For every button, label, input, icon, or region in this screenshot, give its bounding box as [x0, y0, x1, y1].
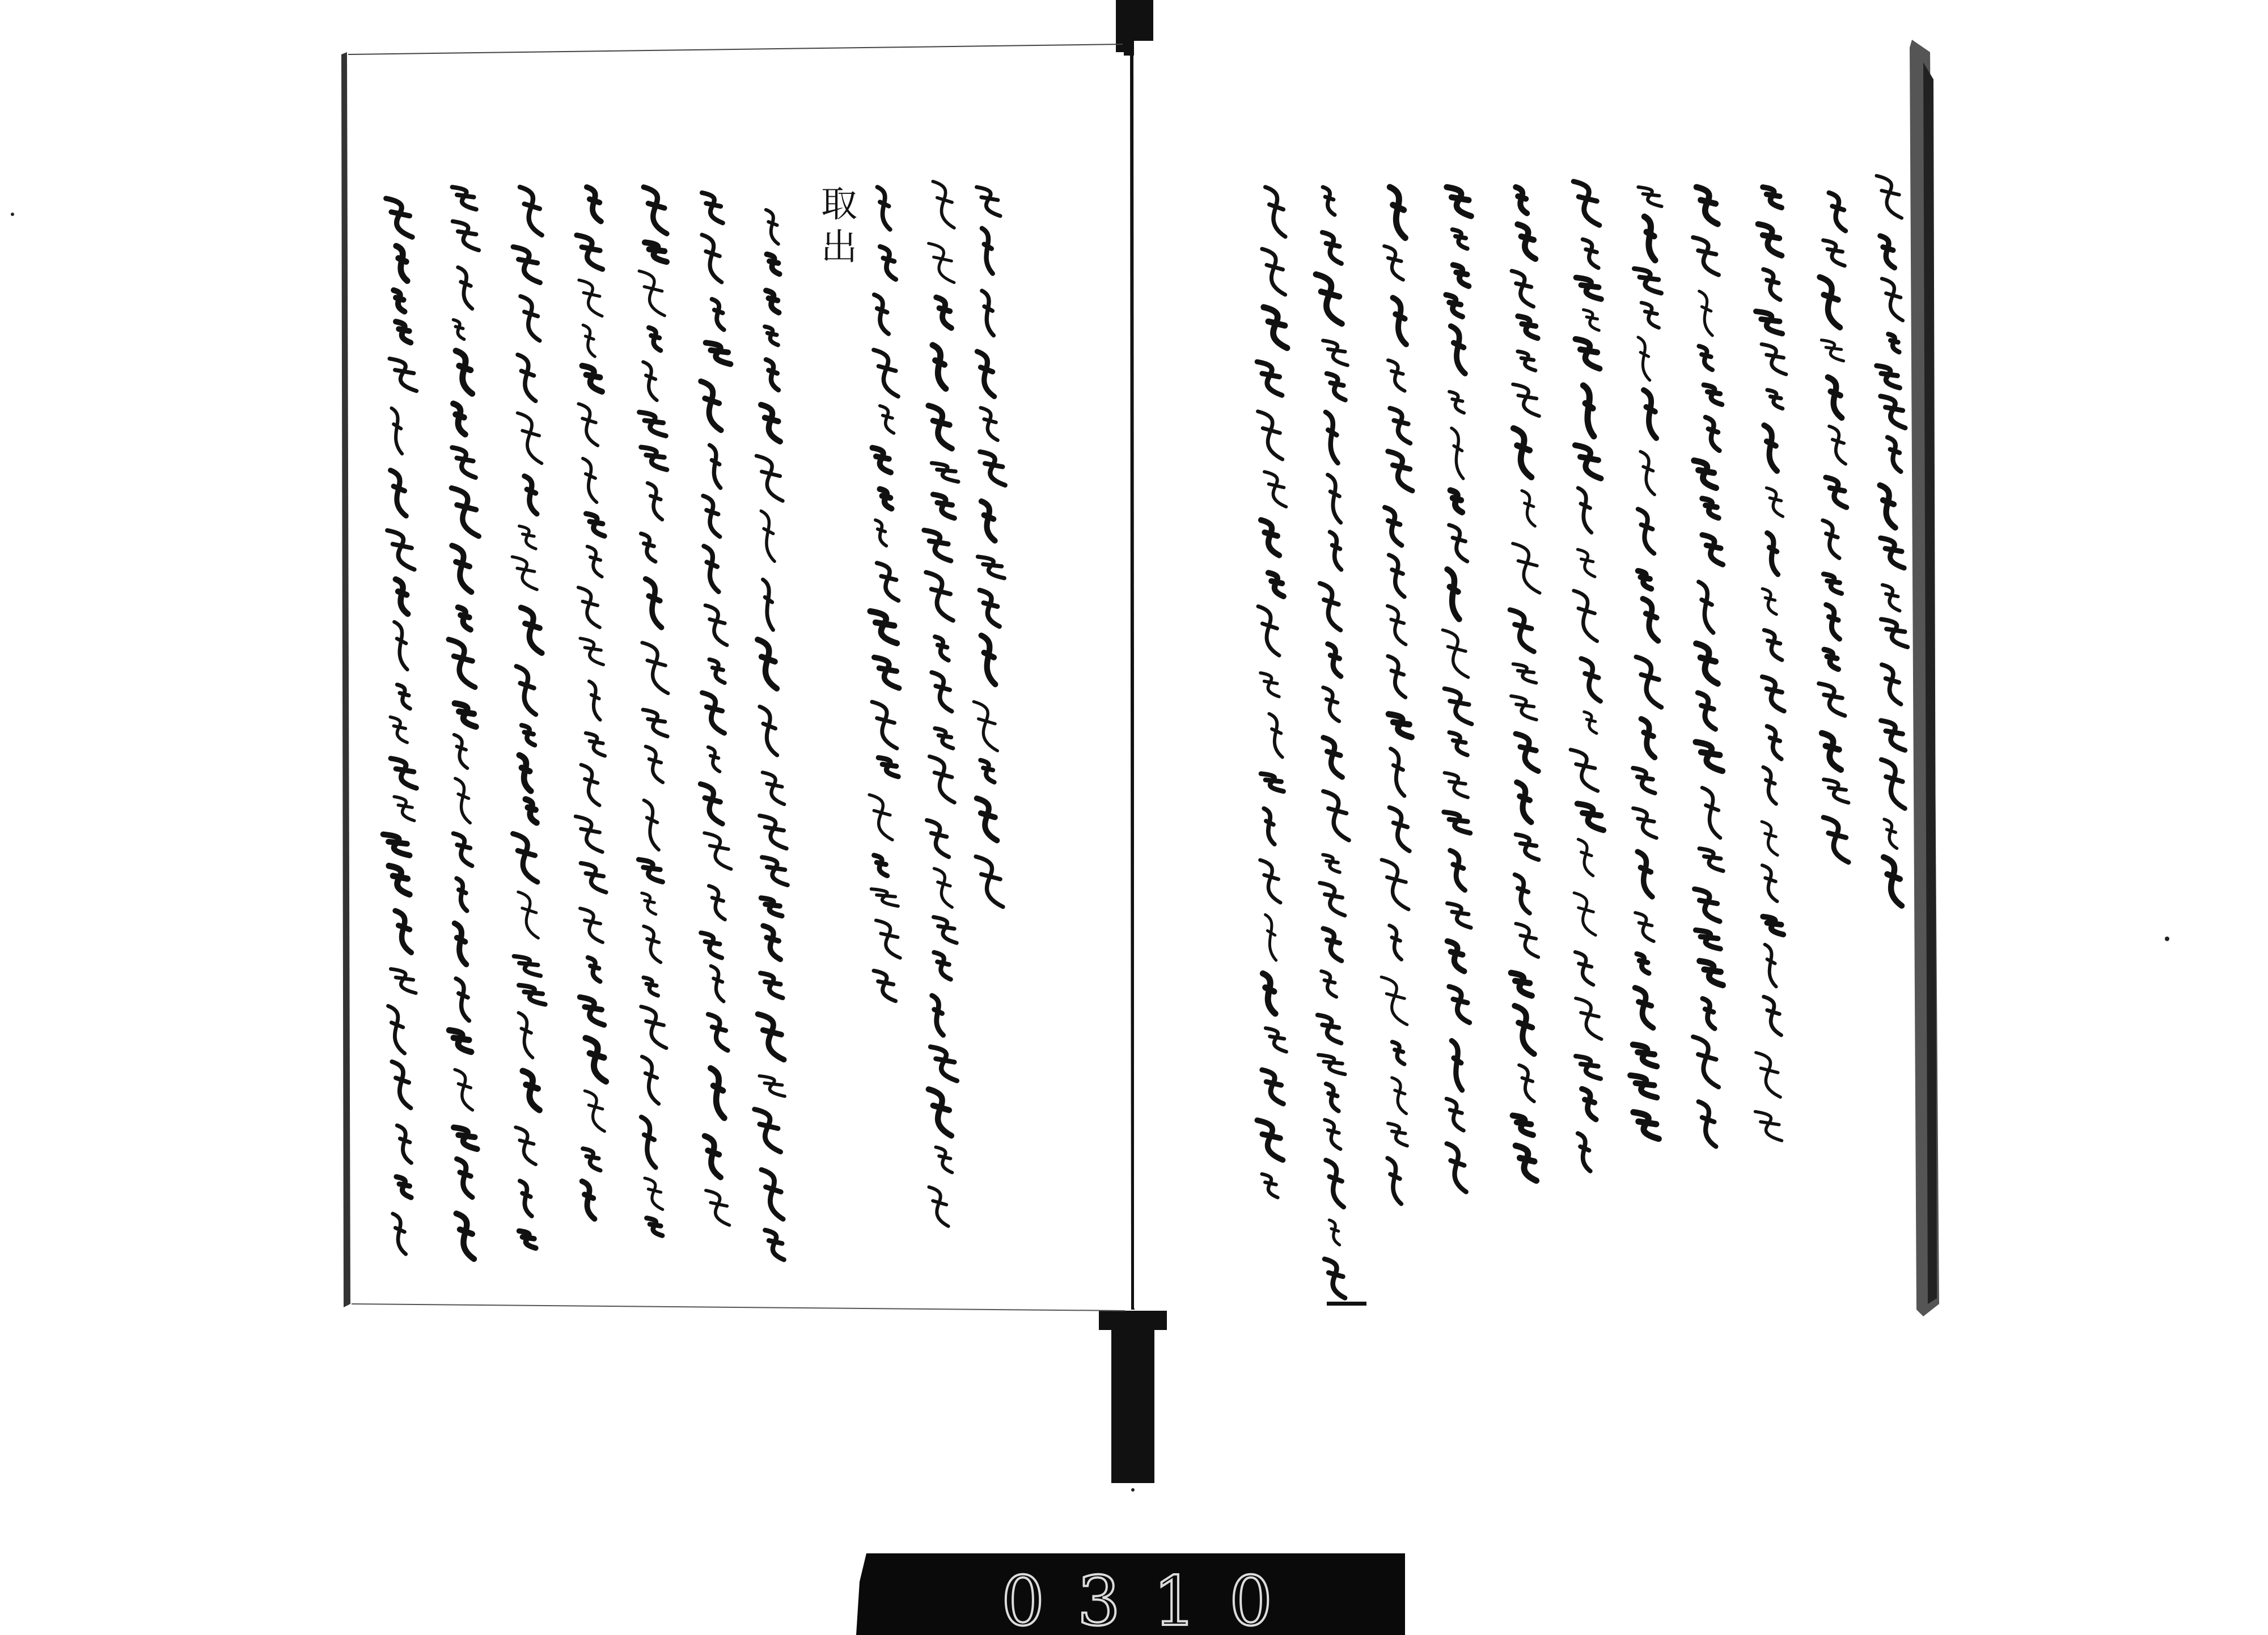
gutter-line — [1132, 45, 1133, 1310]
frame-counter-digit: 3 — [1077, 1562, 1121, 1635]
frame-counter-plate — [856, 1553, 1405, 1635]
column-heading-char: 出 — [821, 227, 857, 269]
frame-counter-digit: 0 — [1001, 1562, 1045, 1635]
right-page-foot-mark — [1327, 1302, 1366, 1306]
column-heading-char: 取 — [821, 184, 857, 226]
binding-bottom-strap — [1111, 1327, 1154, 1483]
frame-counter-digit: 1 — [1153, 1562, 1197, 1635]
frame-counter-digit: 0 — [1229, 1562, 1273, 1635]
frame-counter — [856, 1553, 1405, 1635]
right-page — [1134, 40, 1939, 1316]
